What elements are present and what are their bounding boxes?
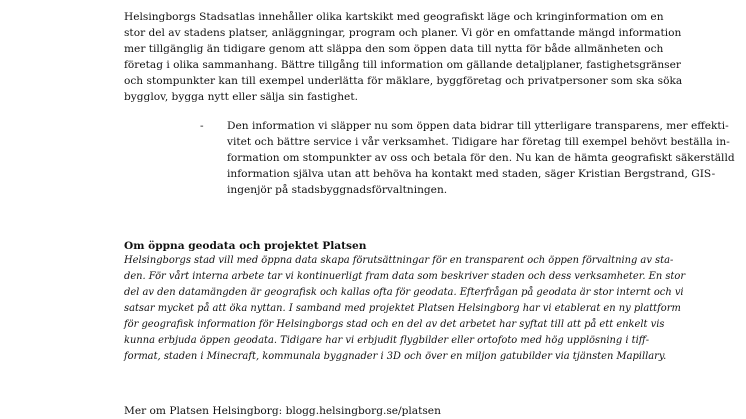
about-line: format, staden i Minecraft, kommunala byggnader i 3D och över en miljon gatubilder via tjänsten Mapillary. [124, 351, 667, 362]
intro-line: Helsingborgs Stadsatlas innehåller olika kartskikt med geografiskt läge och kringinformation om en [124, 11, 664, 23]
quote-line: vitet och bättre service i vår verksamhet. Tidigare har företag till exempel behövt beställa in- [227, 136, 730, 148]
quote-line: Den information vi släpper nu som öppen data bidrar till ytterligare transparens, mer effekti- [227, 120, 729, 132]
more-info-text: Mer om Platsen Helsingborg: blogg.helsingborg.se/platsen [124, 405, 441, 417]
intro-line: företag i olika sammanhang. Bättre tillgång till information om gällande detaljplaner, fastighetsgränser [124, 59, 681, 71]
about-line: Helsingborgs stad vill med öppna data skapa förutsättningar för en transparent och öppen förvaltning av sta- [124, 255, 674, 266]
quote-line: ingenjör på stadsbyggnadsförvaltningen. [227, 184, 448, 196]
about-line: del av den datamängden är geografisk och kallas ofta för geodata. Efterfrågan på geodata är stor internt och vi [124, 287, 684, 298]
intro-line: bygglov, bygga nytt eller sälja sin fastighet. [124, 91, 358, 103]
about-line: den. För vårt interna arbete tar vi kontinuerligt fram data som beskriver staden och dess verksamheter. En stor [124, 271, 686, 282]
intro-line: och stompunkter kan till exempel underlätta för mäklare, byggföretag och privatpersoner som ska söka [124, 75, 683, 87]
quote-line: formation om stompunkter av oss och betala för den. Nu kan de hämta geografiskt säkerställd [227, 152, 735, 164]
bullet-dash: - [200, 120, 204, 132]
intro-line: mer tillgänglig än tidigare genom att släppa den som öppen data till nytta för både allmänheten och [124, 43, 664, 55]
about-line: satsar mycket på att öka nyttan. I samband med projektet Platsen Helsingborg har vi etablerat en ny plattform [124, 303, 681, 314]
intro-line: stor del av stadens platser, anläggningar, program och planer. Vi gör en omfattande mängd information [124, 27, 682, 39]
quote-line: information själva utan att behöva ha kontakt med staden, säger Kristian Bergstrand, GIS- [227, 168, 716, 180]
about-line: för geografisk information för Helsingborgs stad och en del av det arbetet har syftat till att på ett enkelt vis [124, 319, 665, 330]
section-heading: Om öppna geodata och projektet Platsen [124, 240, 367, 252]
about-line: kunna erbjuda öppen geodata. Tidigare har vi erbjudit flygbilder eller ortofoto med hög upplösning i tiff- [124, 335, 650, 346]
